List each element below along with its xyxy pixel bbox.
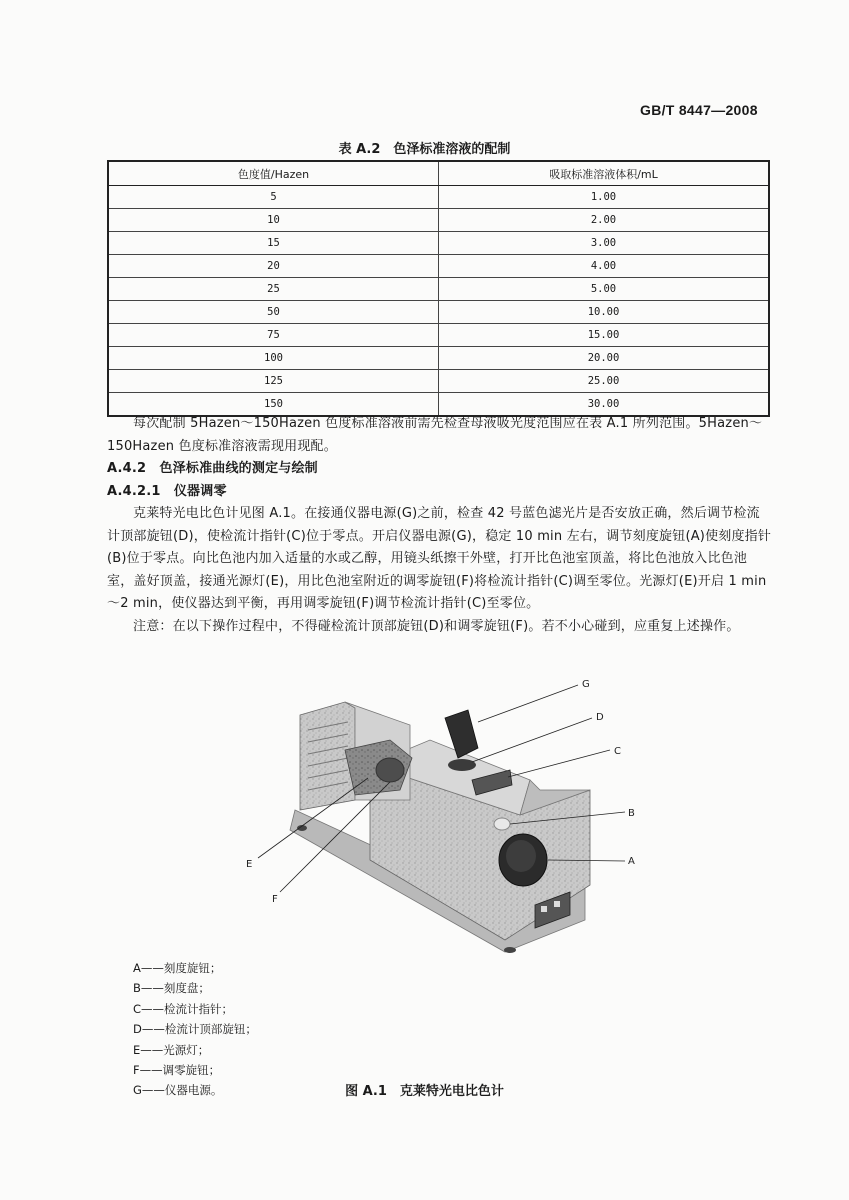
callout-e: E xyxy=(246,859,253,870)
volume-cell: 2.00 xyxy=(439,209,770,232)
hazen-value-cell: 20 xyxy=(108,255,439,278)
legend-item: C——检流计指针； xyxy=(133,1001,234,1016)
table-row xyxy=(108,347,769,370)
caution-paragraph: 注意：在以下操作过程中，不得碰检流计顶部旋钮(D)和调零旋钮(F)。若不小心碰到，应重复上述操作。 xyxy=(133,618,740,634)
hazen-value-cell: 150 xyxy=(108,393,439,417)
procedure-paragraph: 克莱特光电比色计见图 A.1。在接通仪器电源(G)之前，检查 42 号蓝色滤光片是否安放正确，然后调节检流计顶部旋钮(D)，使检流计指针(C)位于零点。开启仪器电源(G)，稳定 10 min 左右，调节刻度旋钮(A)使刻度指针(B)位于零点。向比色池内加入适量的水或乙醇，用镜头纸擦干外壁，打开比色池室顶盖，将比色池放入比色池室，盖好顶盖，接通光源灯(E)，用比色池室附近的调零旋钮(F)将检流计指针(C)调至零位。光源灯(E)开启 1 min～2 min，使仪器达到平衡，再用调零旋钮(F)调节检流计指针(C)至零位。 xyxy=(107,506,772,611)
hazen-value-cell: 5 xyxy=(108,186,439,209)
section-heading-a42: A.4.2 色泽标准曲线的测定与绘制 xyxy=(107,461,318,476)
legend-item: A——刻度旋钮； xyxy=(133,961,222,975)
table-row xyxy=(108,370,769,393)
volume-cell: 4.00 xyxy=(439,255,770,278)
callout-a: A xyxy=(628,856,635,867)
note-after-table: 每次配制 5Hazen～150Hazen 色度标准溶液前需先检查母液吸光度范围应在表 A.1 所列范围。5Hazen～150Hazen 色度标准溶液需现用现配。 xyxy=(107,416,763,454)
hazen-value-cell: 10 xyxy=(108,209,439,232)
standard-number: GB/T 8447—2008 xyxy=(640,102,758,118)
table-row xyxy=(108,186,769,209)
hazen-value-cell: 50 xyxy=(108,301,439,324)
legend-item: G——仪器电源。 xyxy=(133,1083,223,1098)
callout-f: F xyxy=(272,894,278,905)
volume-cell: 25.00 xyxy=(439,370,770,393)
hazen-value-cell: 15 xyxy=(108,232,439,255)
volume-cell: 1.00 xyxy=(439,186,770,209)
table-row xyxy=(108,324,769,347)
volume-cell: 10.00 xyxy=(439,301,770,324)
callout-c: C xyxy=(614,746,621,757)
legend-item: E——光源灯； xyxy=(133,1042,210,1057)
hazen-value-cell: 75 xyxy=(108,324,439,347)
colorimeter-figure xyxy=(240,670,700,970)
callout-b: B xyxy=(628,808,635,819)
table-row xyxy=(108,301,769,324)
volume-cell: 30.00 xyxy=(439,393,770,417)
callout-g: G xyxy=(582,679,590,690)
volume-cell: 20.00 xyxy=(439,347,770,370)
body-text xyxy=(107,413,773,638)
table-header-row xyxy=(108,161,769,186)
table-row xyxy=(108,255,769,278)
hazen-value-cell: 25 xyxy=(108,278,439,301)
volume-cell: 5.00 xyxy=(439,278,770,301)
table-row xyxy=(108,232,769,255)
color-standard-table xyxy=(107,160,770,417)
volume-cell: 15.00 xyxy=(439,324,770,347)
section-heading-a421: A.4.2.1 仪器调零 xyxy=(107,483,227,499)
hazen-value-cell: 125 xyxy=(108,370,439,393)
column-header: 色度值/Hazen xyxy=(108,161,439,186)
callout-d: D xyxy=(596,712,604,723)
hazen-value-cell: 100 xyxy=(108,347,439,370)
legend-item: F——调零旋钮； xyxy=(133,1063,221,1078)
column-header: 吸取标准溶液体积/mL xyxy=(439,161,770,186)
figure-caption: 图 A.1 克莱特光电比色计 xyxy=(345,1084,504,1099)
legend-item: D——检流计顶部旋钮； xyxy=(133,1022,257,1037)
legend-item: B——刻度盘； xyxy=(133,981,210,996)
table-row xyxy=(108,209,769,232)
volume-cell: 3.00 xyxy=(439,232,770,255)
table-row xyxy=(108,278,769,301)
table-caption: 表 A.2 色泽标准溶液的配制 xyxy=(338,142,511,157)
